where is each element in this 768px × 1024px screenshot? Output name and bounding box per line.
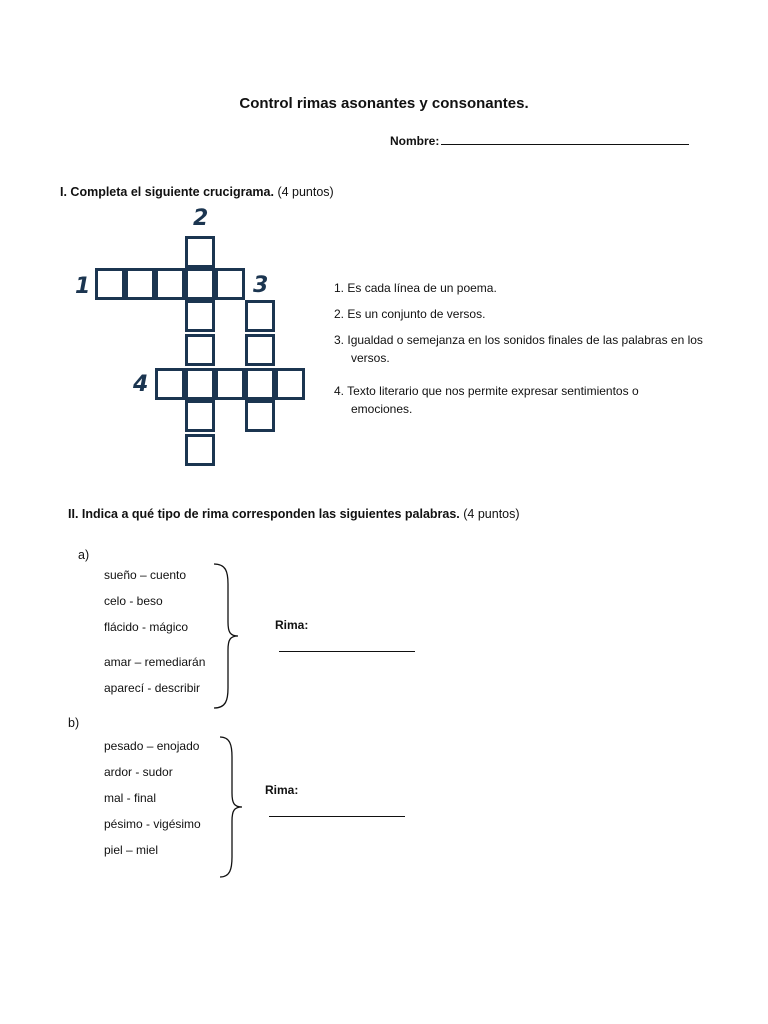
section-2-title: II. Indica a qué tipo de rima corresponden las siguientes palabras.: [68, 507, 460, 521]
crossword-cell[interactable]: [245, 400, 275, 432]
crossword-cell[interactable]: [245, 300, 275, 332]
clue-text: Es un conjunto de versos.: [347, 307, 486, 321]
crossword-cell[interactable]: [185, 434, 215, 466]
clue-1: [334, 279, 497, 297]
crossword-cell[interactable]: [155, 268, 185, 300]
name-blank-line[interactable]: [441, 133, 689, 145]
part-a-label: a): [78, 548, 90, 562]
crossword-cell[interactable]: [125, 268, 155, 300]
word-pair: celo - beso: [104, 594, 163, 608]
crossword-cell[interactable]: [185, 334, 215, 366]
crossword-cell[interactable]: [245, 334, 275, 366]
crossword-cell[interactable]: [185, 368, 215, 400]
word-pair: aparecí - describir: [104, 681, 201, 695]
name-label: Nombre:: [390, 134, 440, 148]
crossword-cell[interactable]: [155, 368, 185, 400]
clue-3: [334, 331, 721, 367]
word-pair: sueño – cuento: [104, 568, 187, 582]
crossword-cell[interactable]: [185, 300, 215, 332]
crossword-cell[interactable]: [185, 236, 215, 268]
clue-text: Texto literario que nos permite expresar sentimientos o emociones.: [347, 384, 639, 416]
word-pair: pesado – enojado: [104, 739, 200, 753]
clue-2: [334, 305, 485, 323]
crossword-cell[interactable]: [95, 268, 125, 300]
section-1-points: (4 puntos): [277, 185, 334, 199]
brace-a: [210, 562, 244, 710]
word-pair: flácido - mágico: [104, 620, 189, 634]
crossword-cell[interactable]: [275, 368, 305, 400]
section-1-heading: [60, 185, 334, 199]
page-title: Control rimas asonantes y consonantes.: [239, 95, 529, 112]
crossword-cell[interactable]: [245, 368, 275, 400]
brace-b: [216, 735, 246, 879]
crossword-number-2: 2: [193, 206, 209, 231]
rima-answer-line-b[interactable]: [269, 816, 405, 817]
section-2-heading: [68, 507, 520, 521]
word-pair: piel – miel: [104, 843, 159, 857]
clue-number: 2.: [334, 307, 345, 321]
crossword-number-4: 4: [133, 372, 149, 397]
clue-number: 1.: [334, 281, 345, 295]
rima-label-b: Rima:: [265, 783, 299, 797]
word-pair: pésimo - vigésimo: [104, 817, 201, 831]
word-pair: ardor - sudor: [104, 765, 173, 779]
name-field[interactable]: [390, 133, 689, 148]
clue-number: 3.: [334, 333, 345, 347]
clue-4: [334, 382, 691, 418]
clue-text: Es cada línea de un poema.: [347, 281, 497, 295]
crossword-number-1: 1: [75, 274, 91, 299]
clue-text: Igualdad o semejanza en los sonidos finales de las palabras en los versos.: [347, 333, 703, 365]
section-2-points: (4 puntos): [463, 507, 520, 521]
part-b-label: b): [68, 716, 80, 730]
crossword-number-3: 3: [253, 273, 269, 298]
crossword-cell[interactable]: [215, 368, 245, 400]
rima-label-a: Rima:: [275, 618, 309, 632]
section-1-title: I. Completa el siguiente crucigrama.: [60, 185, 274, 199]
clue-number: 4.: [334, 384, 345, 398]
crossword-cell[interactable]: [185, 400, 215, 432]
crossword-cell[interactable]: [185, 268, 215, 300]
word-pair: amar – remediarán: [104, 655, 206, 669]
crossword-cell[interactable]: [215, 268, 245, 300]
rima-answer-line-a[interactable]: [279, 651, 415, 652]
word-pair: mal - final: [104, 791, 157, 805]
